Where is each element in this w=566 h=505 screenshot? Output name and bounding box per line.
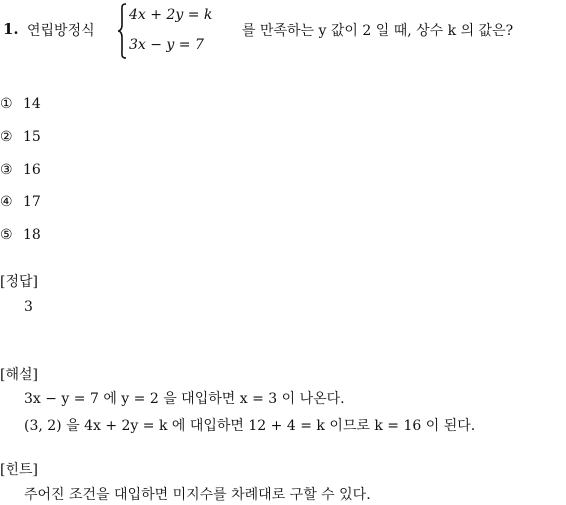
choice-marker: ② xyxy=(0,129,13,145)
choice-marker: ③ xyxy=(0,162,13,178)
choice-value: 18 xyxy=(23,227,41,243)
choice-4 xyxy=(0,194,41,210)
choice-marker: ⑤ xyxy=(0,227,13,243)
answer-label: [정답] xyxy=(0,274,38,290)
choice-marker: ① xyxy=(0,96,13,112)
explanation-line-1: 3x − y = 7 에 y = 2 을 대입하면 x = 3 이 나온다. xyxy=(24,391,345,407)
choice-marker: ④ xyxy=(0,194,13,210)
hint-label: [힌트] xyxy=(0,462,38,478)
hint-text: 주어진 조건을 대입하면 미지수를 차례대로 구할 수 있다. xyxy=(24,487,371,503)
choice-value: 16 xyxy=(23,162,41,178)
explanation-line-2: (3, 2) 을 4x + 2y = k 에 대입하면 12 + 4 = k 이므로 k = 16 이 된다. xyxy=(24,418,476,434)
system-equation-1: 4x + 2y = k xyxy=(129,7,213,23)
choice-2 xyxy=(0,129,41,145)
left-brace xyxy=(117,3,127,59)
problem-intro: 연립방정식 xyxy=(27,23,95,39)
problem-question: 를 만족하는 y 값이 2 일 때, 상수 k 의 값은? xyxy=(242,23,514,39)
explanation-label: [해설] xyxy=(0,367,38,383)
choice-1 xyxy=(0,96,41,112)
choice-value: 14 xyxy=(23,96,41,112)
choice-value: 17 xyxy=(23,194,41,210)
system-equation-2: 3x − y = 7 xyxy=(129,37,204,53)
choice-value: 15 xyxy=(23,129,41,145)
answer-value: 3 xyxy=(24,299,33,315)
problem-number: 1. xyxy=(3,20,19,38)
choice-5 xyxy=(0,227,41,243)
choice-3 xyxy=(0,162,41,178)
